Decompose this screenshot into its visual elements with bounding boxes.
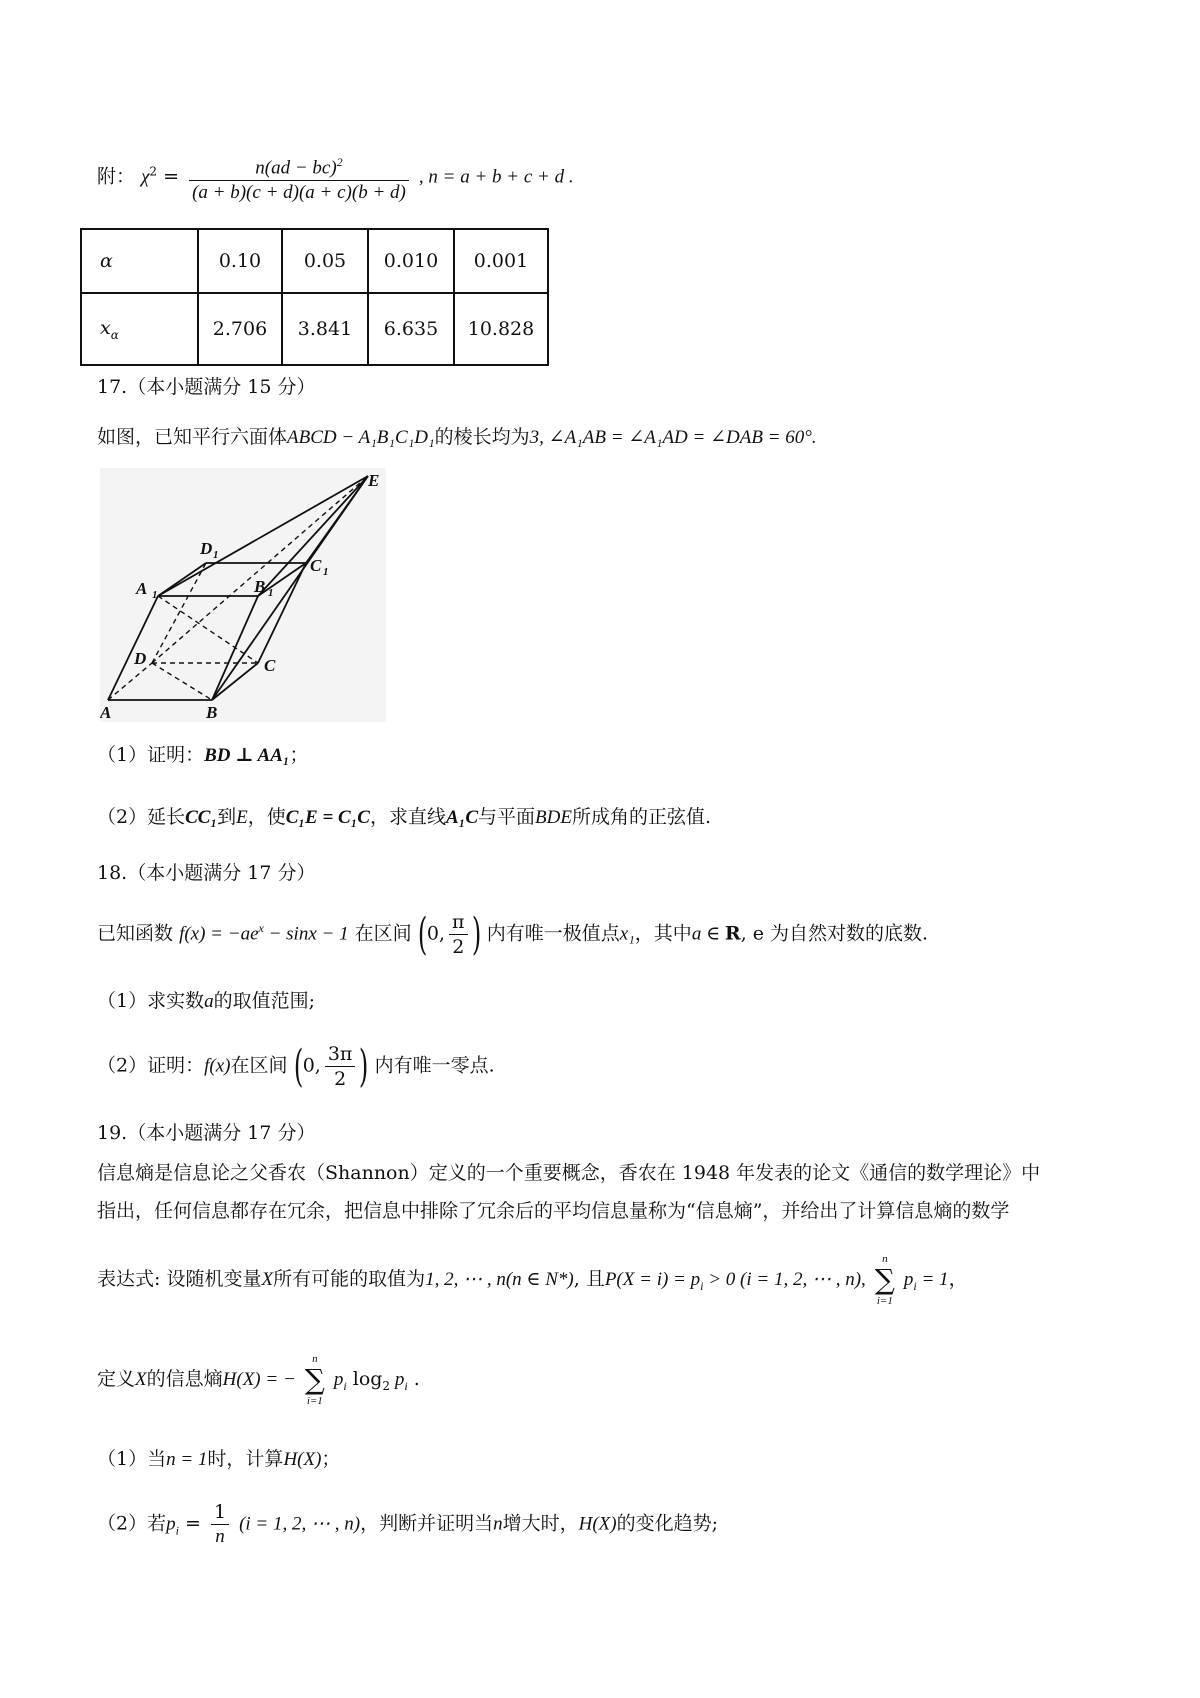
chi-fraction xyxy=(189,150,409,205)
table-cell: 0.001 xyxy=(454,229,548,293)
table-row xyxy=(81,229,548,293)
table-cell: 10.828 xyxy=(454,293,548,365)
alpha-label: α xyxy=(81,229,198,293)
critical-value-table xyxy=(80,228,549,366)
table-cell: 2.706 xyxy=(198,293,282,365)
table-row xyxy=(81,293,548,365)
chi-numerator: n(ad − bc)$^2$ xyxy=(189,150,409,181)
q18-header: 18.（本小题满分 17 分） xyxy=(97,862,316,884)
label-D: D xyxy=(134,649,147,668)
parallelepiped-figure xyxy=(100,468,386,722)
q18-part2: （2）证明：f(x)在区间 (0, $\frac{3\pi}{2}$ ) 内有唯一零点. xyxy=(97,1040,495,1092)
q18-stem: 已知函数 $f(x) = -ae^x - \sin x - 1$ 在区间 (0, $\frac{\pi}{2}$ ) 内有唯一极值点x₁，其中a ∈ R, e 为自然对数的底数. xyxy=(97,908,929,960)
q17-stem: 如图，已知平行六面体ABCD − A₁B₁C₁D₁的棱长均为3, ∠A₁AB = ∠A₁AD = ∠DAB = 60°. xyxy=(97,426,817,448)
q19-line2: 指出，任何信息都存在冗余，把信息中排除了冗余后的平均信息量称为“信息熵”，并给出了计算信息熵的数学 xyxy=(97,1200,1010,1222)
n-definition: , n = a + b + c + d . xyxy=(418,166,574,188)
label-A1: A xyxy=(136,579,148,598)
table-cell: 0.10 xyxy=(198,229,282,293)
table-cell: 0.010 xyxy=(368,229,454,293)
q19-part1: （1）当n = 1时，计算H(X)； xyxy=(97,1448,341,1470)
label-B1-sub: 1 xyxy=(268,587,274,599)
q19-line4: 定义X的信息熵H(X) = − n ∑ i=1 $p_i$ $\log_2 p_i$ . xyxy=(97,1353,420,1407)
table-cell: 3.841 xyxy=(282,293,368,365)
chi-exponent: 2 xyxy=(149,164,158,179)
x-alpha-label: $x_\alpha$ xyxy=(81,293,198,365)
appendix-prefix: 附： xyxy=(97,165,136,188)
appendix-formula xyxy=(97,150,574,205)
chi-symbol: χ xyxy=(141,166,150,188)
label-B1: B xyxy=(254,577,266,596)
label-C1-sub: 1 xyxy=(323,566,329,578)
label-C: C xyxy=(264,656,276,675)
label-B: B xyxy=(206,703,218,722)
table-cell: 6.635 xyxy=(368,293,454,365)
label-C1: C xyxy=(310,556,322,575)
label-D1: D xyxy=(200,539,213,558)
q18-part1: （1）求实数a的取值范围; xyxy=(97,990,315,1012)
table-cell: 0.05 xyxy=(282,229,368,293)
label-A: A xyxy=(100,703,112,722)
q17-part2: （2）延长CC₁到E，使C₁E = C₁C，求直线A₁C与平面BDE所成角的正弦值. xyxy=(97,806,711,828)
label-E: E xyxy=(368,471,380,490)
q17-part1: （1）证明：BD ⊥ AA₁； xyxy=(97,744,309,766)
q19-line3: 表达式: 设随机变量X所有可能的取值为1, 2, ⋯ , n(n ∈ N*), 且$P(X = i) = p_i > 0$ (i = 1, 2, ⋯ , n), n ∑ i=1 $p_i = 1$， xyxy=(97,1253,968,1307)
chi-denominator: (a + b)(c + d)(a + c)(b + d) xyxy=(192,182,406,204)
label-A1-sub: 1 xyxy=(152,589,158,601)
q19-line1: 信息熵是信息论之父香农（Shannon）定义的一个重要概念，香农在 1948 年发表的论文《通信的数学理论》中 xyxy=(97,1162,1041,1184)
q19-part2: （2）若$p_i$ = $\frac{1}{n}$ (i = 1, 2, ⋯ , n)，判断并证明当n增大时，H(X)的变化趋势; xyxy=(97,1501,719,1547)
label-D1-sub: 1 xyxy=(213,549,219,561)
q17-header: 17.（本小题满分 15 分） xyxy=(97,376,316,398)
equals-sign: = xyxy=(163,165,186,188)
q19-header: 19.（本小题满分 17 分） xyxy=(97,1122,316,1144)
